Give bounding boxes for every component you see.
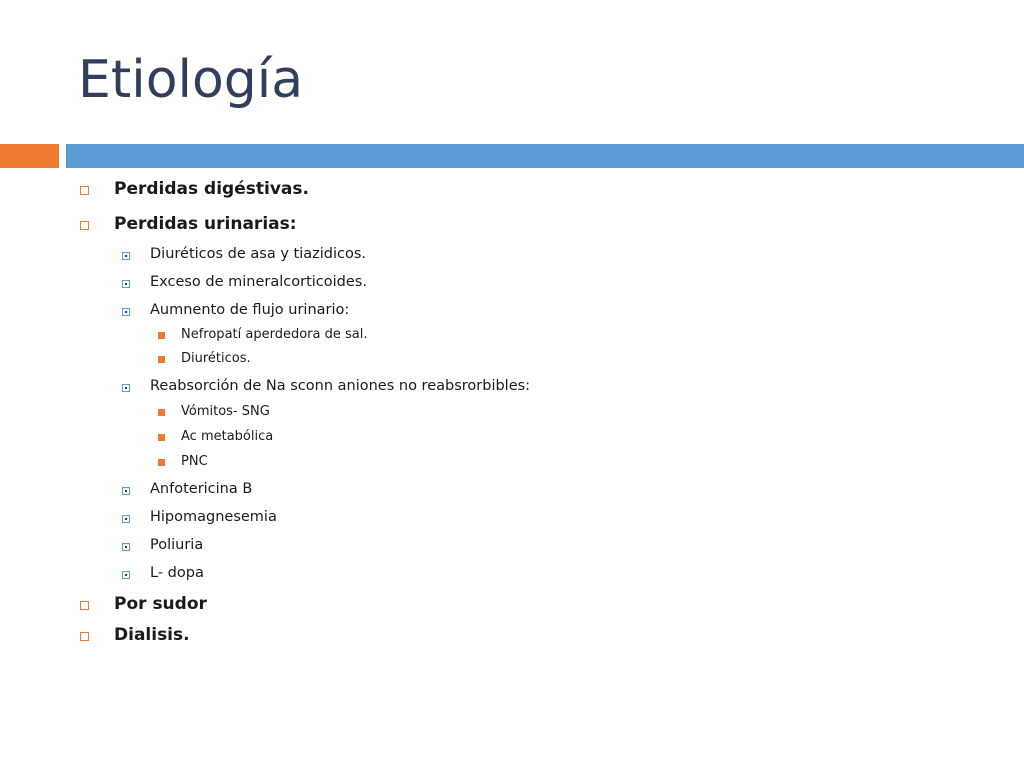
bullet-hollow-square-icon	[80, 221, 89, 230]
bullet-hollow-square-icon	[80, 601, 89, 610]
bullet-item-level2: Poliuria	[150, 537, 204, 553]
bullet-square-icon	[122, 384, 130, 392]
bullet-square-icon	[122, 308, 130, 316]
bullet-filled-square-icon	[158, 356, 165, 363]
bullet-item-level3: Nefropatí aperdedora de sal.	[181, 327, 368, 342]
bullet-hollow-square-icon	[80, 186, 89, 195]
bullet-item-level1: Por sudor	[114, 594, 207, 614]
bullet-item-level3: Ac metabólica	[181, 429, 274, 444]
bullet-filled-square-icon	[158, 434, 165, 441]
bullet-hollow-square-icon	[80, 632, 89, 641]
bullet-square-icon	[122, 571, 130, 579]
bullet-item-level2: Reabsorción de Na sconn aniones no reabsrorbibles:	[150, 378, 531, 394]
bullet-square-icon	[122, 543, 130, 551]
bullet-item-level2: L- dopa	[150, 565, 204, 581]
slide-title: Etiología	[78, 50, 304, 110]
bullet-filled-square-icon	[158, 332, 165, 339]
accent-bar-blue	[66, 144, 1024, 168]
bullet-filled-square-icon	[158, 459, 165, 466]
accent-bar-orange	[0, 144, 59, 168]
bullet-square-icon	[122, 252, 130, 260]
bullet-item-level2: Hipomagnesemia	[150, 509, 277, 525]
bullet-item-level2: Aumnento de flujo urinario:	[150, 302, 350, 318]
bullet-item-level2: Anfotericina B	[150, 481, 253, 497]
bullet-item-level3: Vómitos- SNG	[181, 404, 270, 419]
bullet-item-level2: Diuréticos de asa y tiazidicos.	[150, 246, 367, 262]
bullet-square-icon	[122, 515, 130, 523]
bullet-square-icon	[122, 280, 130, 288]
bullet-item-level1: Dialisis.	[114, 625, 190, 645]
bullet-item-level3: PNC	[181, 454, 208, 469]
bullet-square-icon	[122, 487, 130, 495]
bullet-item-level1: Perdidas digéstivas.	[114, 179, 309, 199]
bullet-item-level3: Diuréticos.	[181, 351, 251, 366]
bullet-filled-square-icon	[158, 409, 165, 416]
bullet-item-level1: Perdidas urinarias:	[114, 214, 297, 234]
bullet-item-level2: Exceso de mineralcorticoides.	[150, 274, 367, 290]
